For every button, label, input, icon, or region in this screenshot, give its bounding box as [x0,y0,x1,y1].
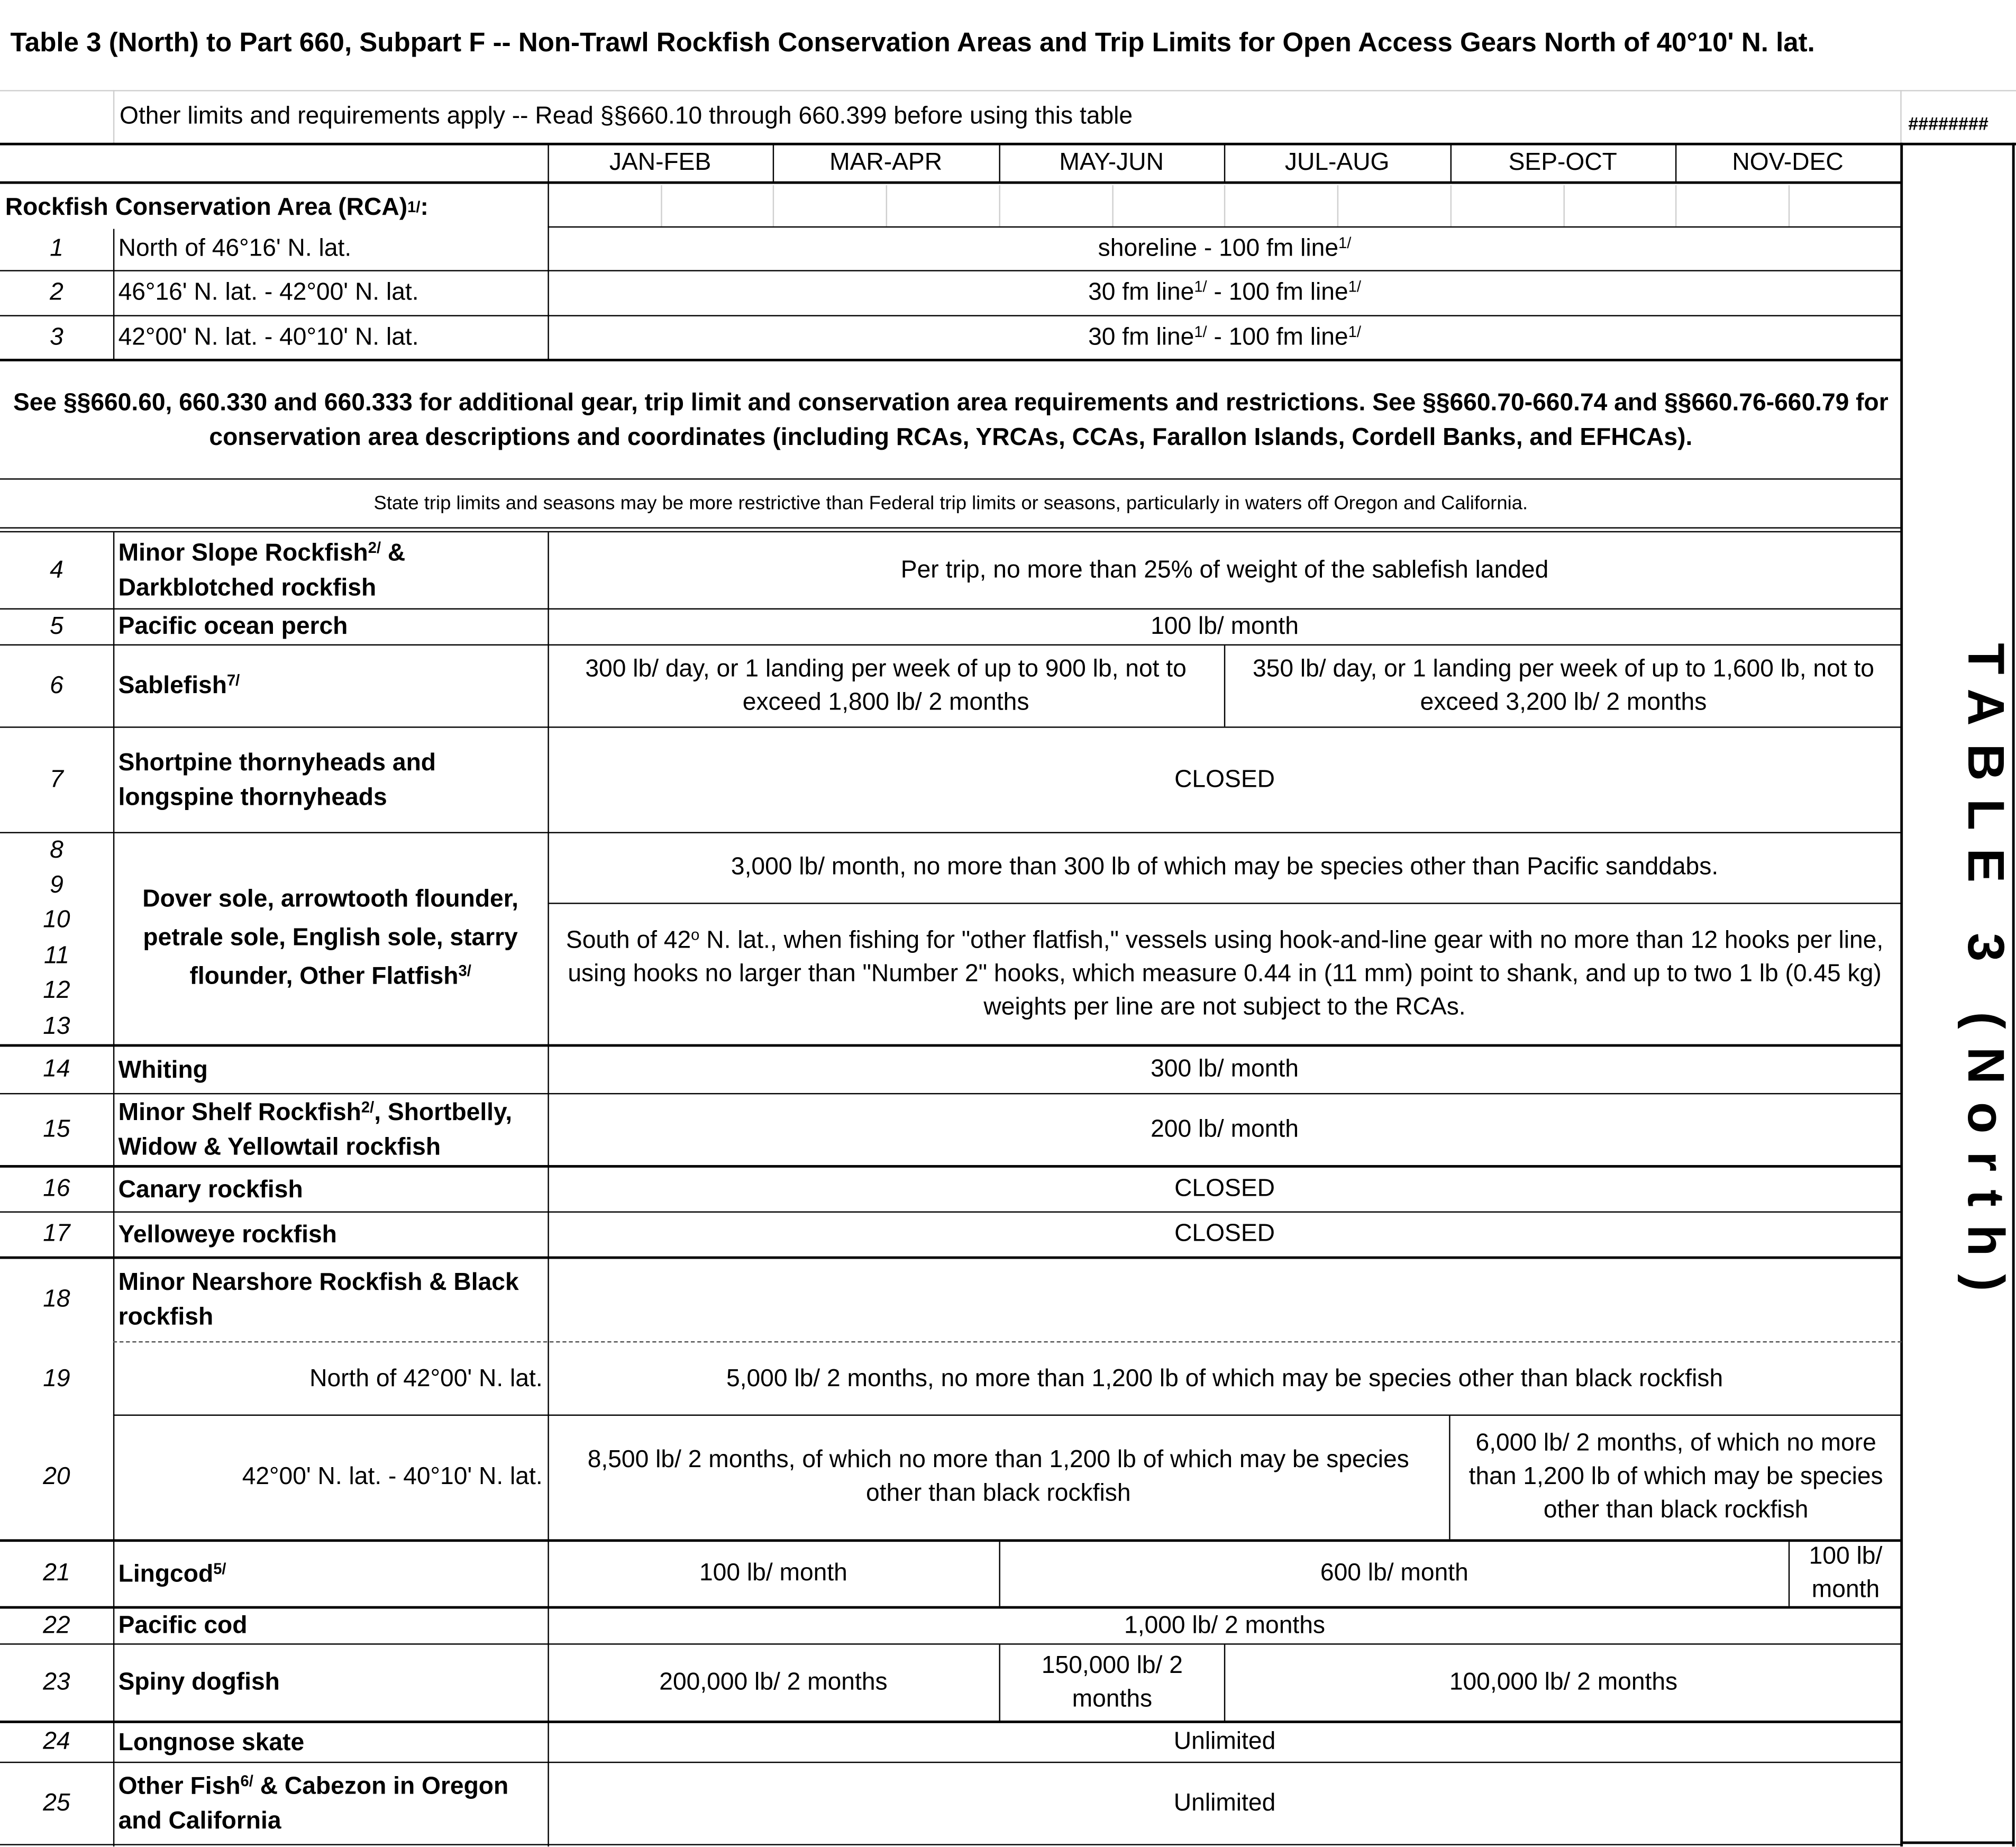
trip-limit: 1,000 lb/ 2 months [1124,1612,1326,1639]
row-number: 1 [50,235,63,262]
row-number: 25 [43,1790,70,1817]
trip-limit: 3,000 lb/ month, no more than 300 lb of which may be species other than Pacific sanddabs. [731,853,1719,881]
trip-limit: 100 lb/ month [699,1560,847,1587]
row-number: 19 [43,1364,70,1393]
row-number: 24 [43,1728,70,1755]
species-label: Other Fish$^{6/}$ & Cabezon in Oregon and California [118,1772,509,1835]
trip-limit: 300 lb/ month [1151,1056,1299,1083]
row-number: 2 [50,279,63,306]
row-number: 20 [43,1463,70,1490]
trip-limit: 200 lb/ month [1151,1116,1299,1143]
row-number: 16 [43,1175,70,1203]
species-label: Longnose skate [118,1728,305,1756]
row-number: 3 [50,324,63,351]
trip-limit: 350 lb/ day, or 1 landing per week of up to 1,600 lb, not to exceed 3,200 lb/ 2 months [1252,655,1874,716]
trip-limit: 6,000 lb/ 2 months, of which no more than 1,200 lb of which may be species other than black rockfish [1468,1430,1883,1524]
species-label: Yelloweye rockfish [118,1221,337,1248]
trip-limit: CLOSED [1174,766,1275,793]
trip-limit: 100 lb/ month [1151,613,1299,640]
period-jan-feb: JAN-FEB [609,149,711,176]
row-number: 14 [43,1056,70,1083]
period-nov-dec: NOV-DEC [1732,149,1844,176]
row-number: 11 [43,942,69,969]
rca-limit: 30 fm line$^{1/}$ - 100 fm line$^{1/}$ [1088,277,1361,306]
species-label: Pacific cod [118,1612,248,1640]
date-cell: ######## [1908,113,1988,134]
notice-bold: See §§660.60, 660.330 and 660.333 for additional gear, trip limit and conservation area requirements and restrictions. See §§660.70-660.74 and §§660.76-660.79 for conservation area descriptions and coordinates (including RCAs, YRCAs, CCAs, Farallon Islands, Cordell Banks, and EFHCAs). [13,389,1889,452]
species-label: Minor Slope Rockfish$^{2/}$ & Darkblotched rockfish [118,538,406,602]
trip-limit: 200,000 lb/ 2 months [659,1668,888,1696]
row-number: 21 [43,1560,70,1587]
species-label-flatfish: Dover sole, arrowtooth flounder, petrale sole, English sole, starry flounder, Other Flatfish$^{3/}$ [142,886,518,990]
rca-area-label: North of 46°16' N. lat. [118,235,352,262]
species-label: Lingcod$^{5/}$ [118,1559,226,1588]
trip-limit: 8,500 lb/ 2 months, of which no more than 1,200 lb of which may be species other than black rockfish [587,1446,1409,1507]
trip-limit: 600 lb/ month [1320,1560,1468,1587]
period-jul-aug: JUL-AUG [1284,149,1390,176]
species-label: Canary rockfish [118,1176,303,1203]
trip-limit: Per trip, no more than 25% of weight of the sablefish landed [900,556,1549,584]
row-number: 6 [50,671,63,699]
row-number: 17 [43,1220,70,1248]
trip-limit [548,1259,1901,1341]
trip-limit: 5,000 lb/ 2 months, no more than 1,200 lb of which may be species other than black rockfish [726,1364,1723,1393]
trip-limit: 150,000 lb/ 2 months [1041,1651,1183,1713]
period-mar-apr: MAR-APR [829,149,943,176]
species-label: Pacific ocean perch [118,613,348,641]
species-label: North of 42°00' N. lat. [309,1364,543,1393]
row-number: 12 [43,977,70,1005]
trip-limit: 100 lb/ month [1809,1543,1883,1604]
period-sep-oct: SEP-OCT [1508,149,1617,176]
trip-limit: 300 lb/ day, or 1 landing per week of up to 900 lb, not to exceed 1,800 lb/ 2 months [585,655,1187,716]
row-number: 5 [50,613,63,640]
species-label: Shortpine thornyheads and longspine thornyheads [118,749,436,811]
notice-state: State trip limits and seasons may be more restrictive than Federal trip limits or seasons, particularly in waters off Oregon and California. [373,492,1528,515]
page-title: Table 3 (North) to Part 660, Subpart F -- Non-Trawl Rockfish Conservation Areas and Trip Limits for Open Access Gears North of 40°10' N. lat. [10,28,1815,58]
row-number: 4 [50,556,63,584]
period-may-jun: MAY-JUN [1059,149,1164,176]
species-label: Sablefish$^{7/}$ [118,671,240,700]
trip-limit: CLOSED [1174,1175,1275,1203]
side-table-label: TABLE 3 (North) [1957,643,2014,1309]
row-number: 15 [43,1116,70,1143]
trip-limit: South of 42$^o$ N. lat., when fishing for "other flatfish," vessels using hook-and-line gear with no more than 12 hooks per line, using hooks no larger than "Number 2" hooks, which measure 0.44 in (11 mm) point to shank, and up to two 1 lb (0.45 kg) weights per line are not subject to the RCAs. [565,925,1884,1021]
rca-area-label: 46°16' N. lat. - 42°00' N. lat. [118,279,419,306]
row-number: 18 [43,1286,70,1313]
rca-limit: shoreline - 100 fm line$^{1/}$ [1098,234,1352,262]
row-number: 8 [50,836,63,864]
row-number: 23 [43,1668,70,1696]
rca-limit: 30 fm line$^{1/}$ - 100 fm line$^{1/}$ [1088,323,1361,351]
rca-area-label: 42°00' N. lat. - 40°10' N. lat. [118,324,419,351]
subtitle: Other limits and requirements apply -- Read §§660.10 through 660.399 before using this table [120,103,1133,130]
species-label: 42°00' N. lat. - 40°10' N. lat. [242,1463,543,1490]
trip-limit: 100,000 lb/ 2 months [1449,1668,1678,1696]
trip-limit: CLOSED [1174,1220,1275,1248]
species-label: Whiting [118,1056,208,1084]
row-number: 7 [50,766,63,793]
row-number: 9 [50,871,63,898]
species-label: Spiny dogfish [118,1669,280,1696]
row-number: 22 [43,1612,70,1639]
rca-heading: Rockfish Conservation Area (RCA) 1/ : [5,193,428,221]
trip-limit: Unlimited [1173,1728,1276,1755]
species-label: Minor Shelf Rockfish$^{2/}$, Shortbelly, Widow & Yellowtail rockfish [118,1098,513,1161]
trip-limit: Unlimited [1173,1790,1276,1817]
row-number: 10 [43,906,70,934]
row-number: 13 [43,1013,70,1040]
species-label: Minor Nearshore Rockfish & Black rockfish [118,1269,519,1331]
